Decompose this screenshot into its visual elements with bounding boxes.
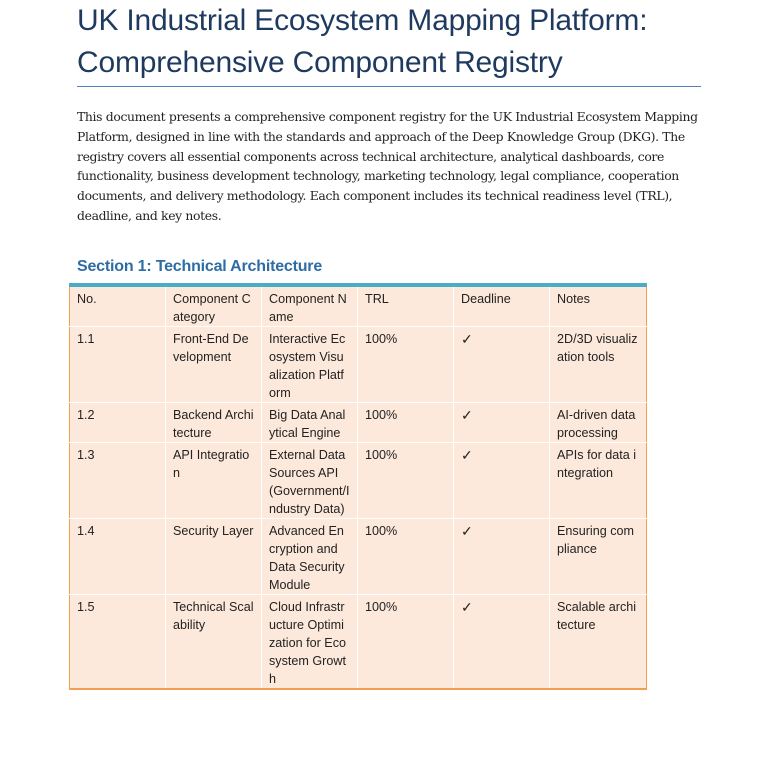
table-row (70, 443, 647, 519)
checkmark-icon: ✓ (454, 403, 550, 443)
table-row (70, 519, 647, 595)
cell-no: 1.2 (70, 403, 166, 443)
cell-category: Security Layer (166, 519, 262, 595)
table-header-row (70, 285, 647, 327)
header-notes: Notes (550, 285, 647, 327)
cell-trl: 100% (358, 403, 454, 443)
table-row (70, 327, 647, 403)
header-deadline: Deadline (454, 285, 550, 327)
cell-no: 1.3 (70, 443, 166, 519)
header-component-category: Component Category (166, 285, 262, 327)
cell-name: External Data Sources API (Government/Industry Data) (262, 443, 358, 519)
table-row (70, 403, 647, 443)
cell-name: Cloud Infrastructure Optimization for Ecosystem Growth (262, 595, 358, 690)
header-no: No. (70, 285, 166, 327)
intro-paragraph: This document presents a comprehensive component registry for the UK Industrial Ecosystem Mapping Platform, designed in line with the standards and approach of the Deep Knowledge Group (DKG). The registry covers all essential components across technical architecture, analytical dashboards, core functionality, business development technology, marketing technology, legal compliance, cooperation documents, and delivery methodology. Each component includes its technical readiness level (TRL), deadline, and key notes. (77, 109, 698, 223)
checkmark-icon: ✓ (454, 327, 550, 403)
title-divider (77, 86, 701, 87)
cell-trl: 100% (358, 595, 454, 690)
cell-no: 1.5 (70, 595, 166, 690)
checkmark-icon: ✓ (454, 519, 550, 595)
cell-notes: 2D/3D visualization tools (550, 327, 647, 403)
cell-trl: 100% (358, 519, 454, 595)
cell-name: Interactive Ecosystem Visualization Platform (262, 327, 358, 403)
checkmark-icon: ✓ (454, 595, 550, 690)
page-title (77, 0, 717, 84)
cell-name: Advanced Encryption and Data Security Module (262, 519, 358, 595)
component-registry-table (69, 283, 647, 690)
cell-notes: AI-driven data processing (550, 403, 647, 443)
checkmark-icon: ✓ (454, 443, 550, 519)
cell-trl: 100% (358, 327, 454, 403)
cell-category: Backend Architecture (166, 403, 262, 443)
title-line-1: UK Industrial Ecosystem Mapping Platform: (77, 4, 648, 37)
table-row (70, 595, 647, 690)
cell-notes: Ensuring compliance (550, 519, 647, 595)
cell-no: 1.1 (70, 327, 166, 403)
header-trl: TRL (358, 285, 454, 327)
cell-category: Front-End Development (166, 327, 262, 403)
cell-notes: APIs for data integration (550, 443, 647, 519)
cell-category: Technical Scalability (166, 595, 262, 690)
cell-category: API Integration (166, 443, 262, 519)
cell-no: 1.4 (70, 519, 166, 595)
header-component-name: Component Name (262, 285, 358, 327)
title-line-2: Comprehensive Component Registry (77, 46, 563, 79)
section-1-heading: Section 1: Technical Architecture (77, 258, 323, 275)
cell-name: Big Data Analytical Engine (262, 403, 358, 443)
cell-notes: Scalable architecture (557, 600, 637, 632)
cell-trl: 100% (358, 443, 454, 519)
